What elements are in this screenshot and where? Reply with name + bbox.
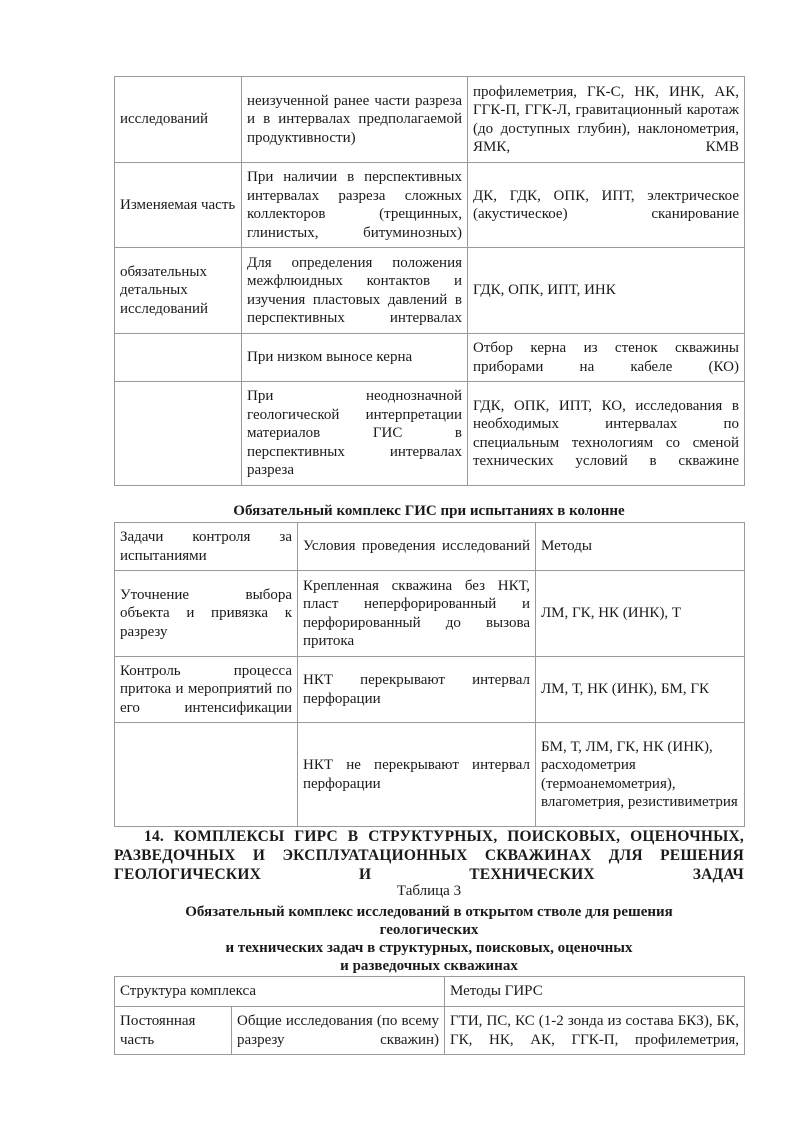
table-row xyxy=(115,657,745,723)
table-row xyxy=(115,77,745,163)
table-cell: Для определения положения межфлюидных контактов и изучения пластовых давлений в перспективных интервалах xyxy=(242,248,468,334)
table-row xyxy=(115,334,745,382)
table-header-row xyxy=(115,977,745,1007)
table-cell: БМ, Т, ЛМ, ГК, НК (ИНК), расходометрия (термоанемометрия), влагометрия, резистивиметрия xyxy=(536,723,745,827)
table-cell: ГДК, ОПК, ИПТ, КО, исследования в необходимых интервалах по специальным технологиям со сменой технических условий в скважине xyxy=(468,382,745,486)
table-continuation xyxy=(114,76,745,486)
table-open-hole xyxy=(114,976,745,1055)
table-gis-testing xyxy=(114,522,745,827)
table-cell: При неоднозначной геологической интерпретации материалов ГИС в перспективных интервалах разреза xyxy=(242,382,468,486)
table-cell: Общие исследования (по всему разрезу скважин) xyxy=(232,1007,445,1055)
table-cell: Уточнение выбора объекта и привязка к разрезу xyxy=(115,571,298,657)
table-row xyxy=(115,571,745,657)
table-cell: Постоянная часть xyxy=(115,1007,232,1055)
table-row xyxy=(115,1007,745,1055)
table-header-cell: Структура комплекса xyxy=(115,977,445,1007)
table-header-row xyxy=(115,523,745,571)
table-header-cell: Условия проведения исследований xyxy=(298,523,536,571)
table-cell xyxy=(115,723,298,827)
table-cell: ГТИ, ПС, КС (1-2 зонда из состава БКЗ), БК, ГК, НК, АК, ГГК-П, профилеметрия, xyxy=(445,1007,745,1055)
section-heading xyxy=(114,827,744,884)
table-row xyxy=(115,248,745,334)
table-cell: Отбор керна из стенок скважины приборами на кабеле (КО) xyxy=(468,334,745,382)
table-cell: ДК, ГДК, ОПК, ИПТ, электрическое (акустическое) сканирование xyxy=(468,163,745,248)
table-cell: ЛМ, Т, НК (ИНК), БМ, ГК xyxy=(536,657,745,723)
table-header-cell: Методы xyxy=(536,523,745,571)
table-caption-line: и технических задач в структурных, поисковых, оценочных xyxy=(225,940,633,956)
table-cell: профилеметрия, ГК-С, НК, ИНК, АК, ГГК-П, ГГК-Л, гравитационный каротаж (до доступных глубин), наклонометрия, ЯМК, КМВ xyxy=(468,77,745,163)
table-header-cell: Задачи контроля за испытаниями xyxy=(115,523,298,571)
table-caption: Обязательный комплекс ГИС при испытаниях в колонне xyxy=(233,503,625,519)
table-cell: Крепленная скважина без НКТ, пласт неперфорированный и перфорированный до вызова притока xyxy=(298,571,536,657)
table-caption-line: геологических xyxy=(379,922,479,938)
table-cell: При наличии в перспективных интервалах разреза сложных коллекторов (трещинных, глинистых, битуминозных) xyxy=(242,163,468,248)
table-cell: ГДК, ОПК, ИПТ, ИНК xyxy=(468,248,745,334)
table-cell xyxy=(115,382,242,486)
table-cell: обязательных детальных исследований xyxy=(115,248,242,334)
table-label: Таблица 3 xyxy=(396,883,462,899)
table-caption-line: и разведочных скважинах xyxy=(340,958,518,974)
table-cell: НКТ не перекрывают интервал перфорации xyxy=(298,723,536,827)
section-heading-text: 14. КОМПЛЕКСЫ ГИРС В СТРУКТУРНЫХ, ПОИСКОВЫХ, ОЦЕНОЧНЫХ, РАЗВЕДОЧНЫХ И ЭКСПЛУАТАЦИОННЫХ СКВАЖИНАХ ДЛЯ РЕШЕНИЯ ГЕОЛОГИЧЕСКИХ И ТЕХНИЧЕСКИХ ЗАДАЧ xyxy=(114,828,744,883)
table-cell: Контроль процесса притока и мероприятий по его интенсификации xyxy=(115,657,298,723)
table-caption-line: Обязательный комплекс исследований в открытом стволе для решения xyxy=(185,904,673,920)
table-cell: ЛМ, ГК, НК (ИНК), Т xyxy=(536,571,745,657)
table-cell xyxy=(115,334,242,382)
table-row xyxy=(115,382,745,486)
table-cell: неизученной ранее части разреза и в интервалах предполагаемой продуктивности) xyxy=(242,77,468,163)
table-cell: НКТ перекрывают интервал перфорации xyxy=(298,657,536,723)
table-cell: Изменяемая часть xyxy=(115,163,242,248)
table-cell: При низком выносе керна xyxy=(242,334,468,382)
table-row xyxy=(115,723,745,827)
table-cell: исследований xyxy=(115,77,242,163)
table-row xyxy=(115,163,745,248)
table-header-cell: Методы ГИРС xyxy=(445,977,745,1007)
